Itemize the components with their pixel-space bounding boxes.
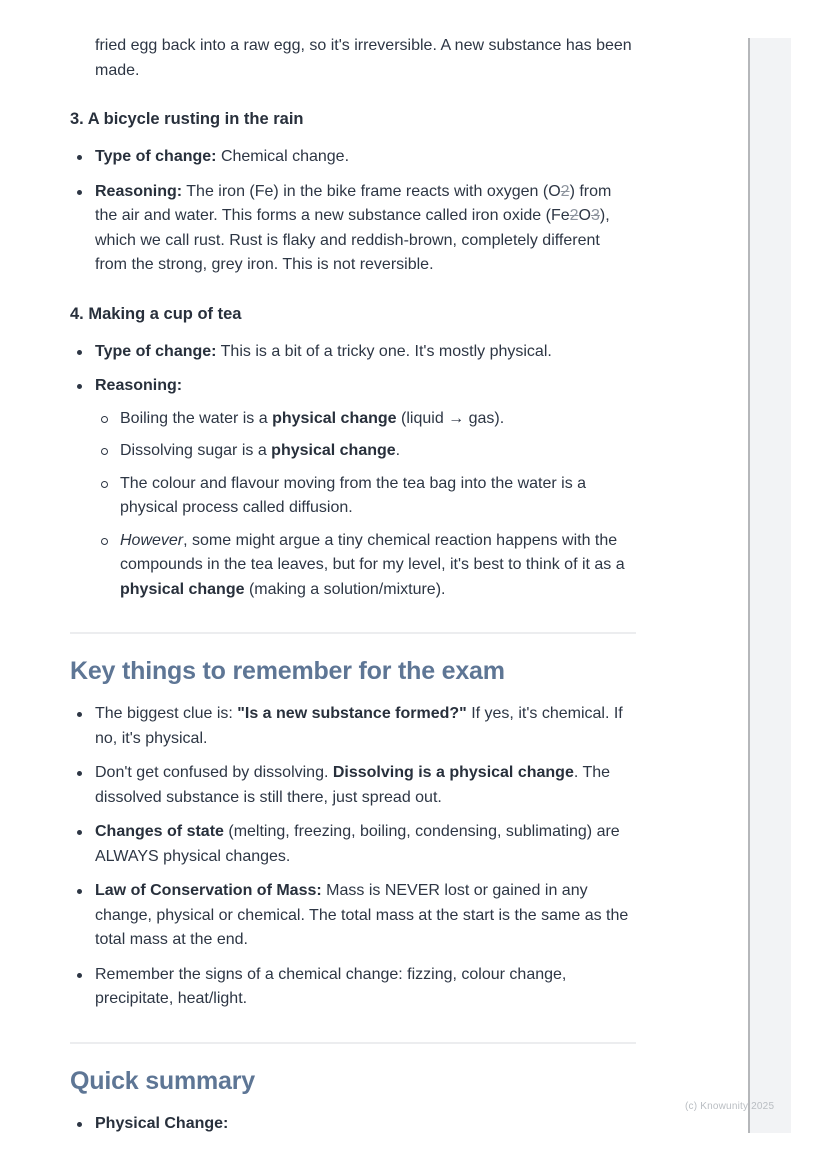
list-item-changes-of-state [70, 820, 636, 869]
text-run: This is a bit of a tricky one. It's mostly physical. [216, 342, 552, 360]
bold-lead: Changes of state [95, 823, 224, 840]
heading-quick-summary: Quick summary [70, 1066, 255, 1095]
list-item-biggest-clue [70, 702, 636, 751]
bold-phrase: physical change [272, 409, 397, 427]
paragraph-continuation: fried egg back into a raw egg, so it's irreversible. A new substance has been made. [95, 37, 632, 79]
list-item-reasoning [70, 374, 636, 602]
text-run: (liquid → gas). [396, 409, 505, 427]
bold-lead: Type of change: [95, 148, 217, 165]
bold-lead: Type of change: [95, 342, 217, 360]
text-run: Dissolving sugar is a [120, 442, 272, 459]
text-run: Remember the signs of a chemical change: fizzing, colour change, precipitate, heat/light. [95, 965, 567, 1007]
text-run: , some might argue a tiny chemical reaction happens with the compounds in the tea leaves, but for my level, it's best to think of it as a [120, 531, 625, 573]
bold-lead: Reasoning: [95, 182, 183, 200]
bold-phrase: physical change [120, 580, 245, 598]
document-content [70, 30, 636, 1136]
list-item-dissolving [70, 761, 636, 810]
sub-list-item-boiling [95, 407, 636, 432]
struck-subscript: 2 [560, 182, 570, 200]
list-item-physical-change [70, 1112, 636, 1137]
bold-phrase: physical change [271, 442, 396, 459]
text-run: . The dissolved substance is still there, just spread out. [95, 764, 611, 806]
sub-list-item-dissolving [95, 439, 636, 464]
text-run: Don't get confused by dissolving. [95, 764, 333, 781]
bold-lead: Physical Change: [95, 1114, 229, 1132]
sub-list-item-however [95, 529, 636, 603]
bullet-list-key-things [70, 702, 636, 1012]
bold-phrase: "Is a new substance formed?" [237, 705, 467, 722]
list-item-signs [70, 963, 636, 1012]
page-edge-strip [748, 38, 791, 1133]
sub-list-item-diffusion [95, 472, 636, 521]
italic-phrase: However [120, 531, 184, 549]
text-run: (melting, freezing, boiling, condensing, sublimating) are ALWAYS physical changes. [95, 823, 620, 865]
text-run: ) from the air and water. This forms a new substance called iron oxide (Fe [95, 182, 612, 224]
text-run: (making a solution/mixture). [244, 580, 446, 598]
struck-subscript: 2 [569, 207, 579, 224]
list-item-type-of-change [70, 340, 636, 365]
section-divider [70, 1042, 636, 1044]
text-run: Boiling the water is a [120, 409, 273, 427]
text-run: . [395, 442, 401, 459]
text-run: If yes, it's chemical. If no, it's physical. [95, 705, 623, 747]
text-run: The colour and flavour moving from the tea bag into the water is a physical process called diffusion. [120, 474, 587, 516]
text-run: The iron (Fe) in the bike frame reacts with oxygen (O [182, 182, 561, 200]
text-run: Chemical change. [216, 148, 350, 165]
bold-phrase: Dissolving is a physical change [332, 764, 574, 781]
watermark-text: (c) Knowunity 2025 [685, 1101, 775, 1112]
bullet-list-quick-summary [70, 1112, 636, 1137]
list-item-type-of-change [70, 145, 636, 170]
list-item-reasoning [70, 180, 636, 278]
heading-cup-of-tea: 4. Making a cup of tea [70, 304, 242, 323]
bullet-list-section4 [70, 340, 636, 603]
list-item-conservation-of-mass [70, 879, 636, 953]
bold-lead: Reasoning: [95, 377, 183, 394]
struck-subscript: 3 [590, 207, 600, 224]
text-run: O [578, 207, 591, 224]
bold-lead: Law of Conservation of Mass: [95, 882, 322, 899]
heading-key-things: Key things to remember for the exam [70, 657, 505, 685]
text-run: ), which we call rust. Rust is flaky and reddish-brown, completely different from the strong, grey iron. This is not reversible. [95, 207, 610, 273]
heading-bicycle-rusting: 3. A bicycle rusting in the rain [70, 110, 304, 128]
text-run: The biggest clue is: [95, 705, 238, 722]
text-run: Mass is NEVER lost or gained in any change, physical or chemical. The total mass at the start is the same as the total mass at the end. [95, 882, 629, 948]
bullet-list-section3 [70, 145, 636, 278]
section-divider [70, 632, 636, 634]
sub-bullet-list [95, 407, 636, 603]
